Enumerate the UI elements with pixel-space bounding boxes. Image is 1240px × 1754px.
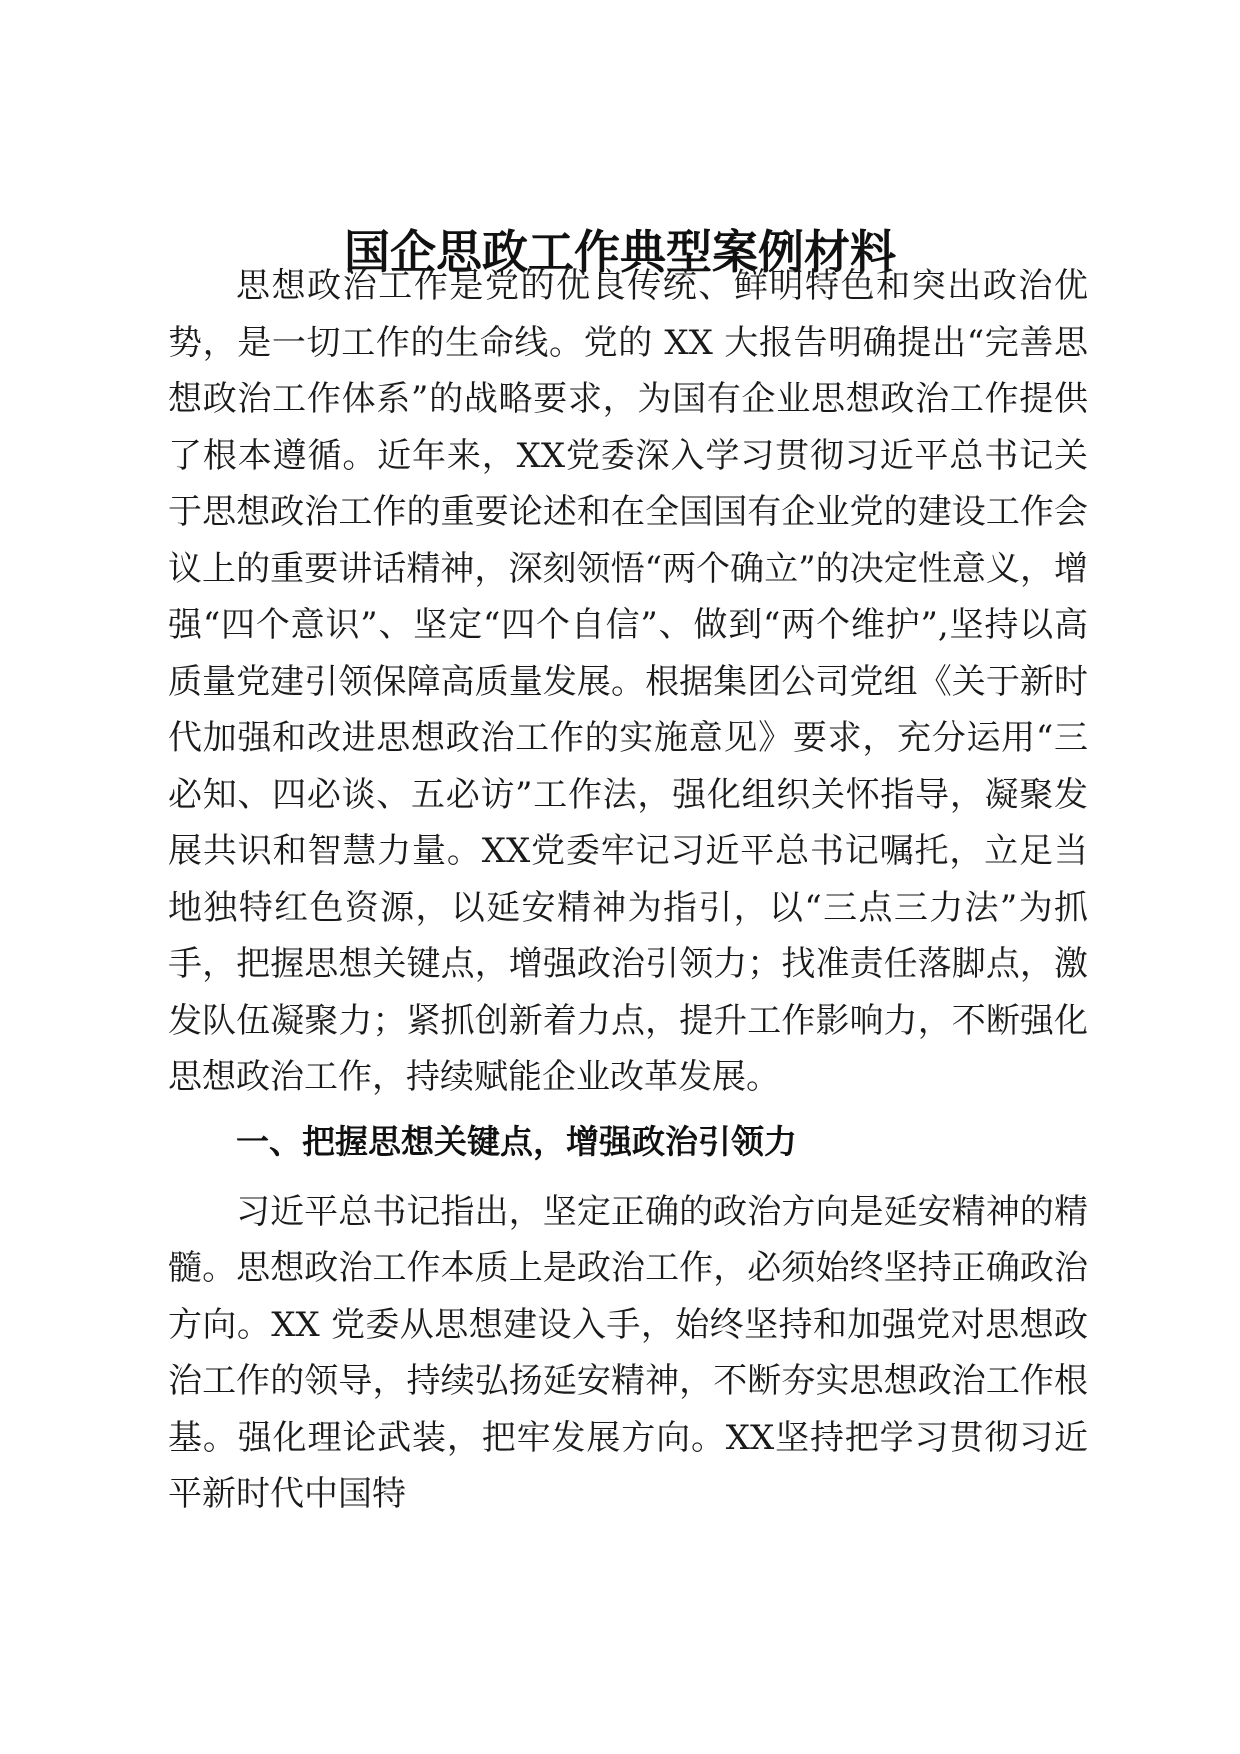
section-paragraph: 习近平总书记指出，坚定正确的政治方向是延安精神的精髓。思想政治工作本质上是政治工作，必须始终坚持正确政治方向。XX 党委从思想建设入手，始终坚持和加强党对思想政治工作的领导，持续弘扬延安精神，不断夯实思想政治工作根基。强化理论武装，把牢发展方向。XX坚持把学习贯彻习近平新时代中国特 <box>168 1191 1088 1514</box>
intro-paragraph: 思想政治工作是党的优良传统、鲜明特色和突出政治优势，是一切工作的生命线。党的 XX 大报告明确提出“完善思想政治工作体系”的战略要求，为国有企业思想政治工作提供了根本遵循。近年来，XX党委深入学习贯彻习近平总书记关于思想政治工作的重要论述和在全国国有企业党的建设工作会议上的重要讲话精神，深刻领悟“两个确立”的决定性意义，增强“四个意识”、坚定“四个自信”、做到“两个维护”,坚持以高质量党建引领保障高质量发展。根据集团公司党组《关于新时代加强和改进思想政治工作的实施意见》要求，充分运用“三必知、四必谈、五必访”工作法，强化组织关怀指导，凝聚发展共识和智慧力量。XX党委牢记习近平总书记嘱托，立足当地独特红色资源，以延安精神为指引，以“三点三力法”为抓手，把握思想关键点，增强政治引领力；找准责任落脚点，激发队伍凝聚力；紧抓创新着力点，提升工作影响力，不断强化思想政治工作，持续赋能企业改革发展。 <box>168 266 1088 1097</box>
section-heading: 一、把握思想关键点，增强政治引领力 <box>236 1121 797 1161</box>
document-title: 国企思政工作典型案例材料 <box>344 225 896 279</box>
document-body <box>168 258 1088 1523</box>
